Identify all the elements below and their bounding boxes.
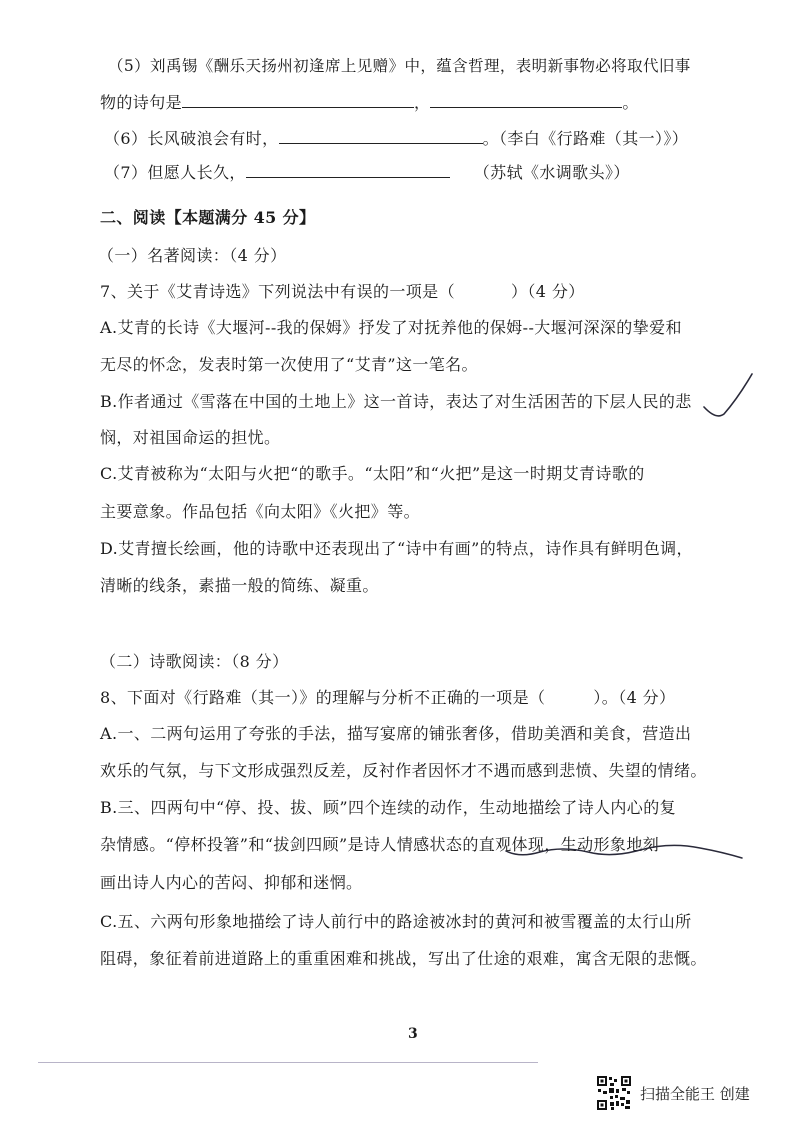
q8-stem bbox=[100, 687, 675, 709]
q8-option-b-line2: 杂情感。“停杯投箸”和“拔剑四顾”是诗人情感状态的直观体现，生动形象地刻 bbox=[100, 835, 660, 854]
page-number: 3 bbox=[408, 1026, 418, 1042]
q6-line bbox=[104, 127, 688, 150]
q5-blank-1[interactable] bbox=[182, 91, 414, 108]
q7-fill-line bbox=[104, 161, 630, 184]
q7-option-d-line2: 清晰的线条，素描一般的简练、凝重。 bbox=[100, 576, 379, 595]
q5-line2 bbox=[100, 91, 639, 114]
part1-title: （一）名著阅读：（4 分） bbox=[98, 246, 287, 265]
q6-prefix: （6）长风破浪会有时， bbox=[104, 129, 279, 148]
q7-stem-prefix: 7、关于《艾青诗选》下列说法中有误的一项是（ bbox=[100, 282, 455, 301]
q6-blank[interactable] bbox=[279, 127, 483, 144]
q7-fill-blank[interactable] bbox=[246, 161, 450, 178]
q7-fill-suffix: （苏轼《水调歌头》） bbox=[473, 163, 630, 182]
q7-option-b-line1: B.作者通过《雪落在中国的土地上》这一首诗，表达了对生活困苦的下层人民的悲 bbox=[100, 392, 692, 411]
q7-option-b-line2: 悯，对祖国命运的担忧。 bbox=[100, 428, 281, 447]
q5-line1: （5）刘禹锡《酬乐天扬州初逢席上见赠》中，蕴含哲理，表明新事物必将取代旧事 bbox=[108, 57, 691, 75]
bottom-divider bbox=[38, 1062, 538, 1063]
q7-stem-suffix: ）（4 分） bbox=[510, 282, 585, 301]
q7-fill-prefix: （7）但愿人长久， bbox=[104, 163, 246, 182]
q7-option-d-line1: D.艾青擅长绘画，他的诗歌中还表现出了“诗中有画”的特点，诗作具有鲜明色调， bbox=[100, 539, 693, 558]
q5-prefix: 物的诗句是 bbox=[100, 93, 183, 112]
q8-stem-suffix: ）。（4 分） bbox=[593, 688, 676, 707]
q8-option-c-line1: C.五、六两句形象地描绘了诗人前行中的路途被冰封的黄河和被雪覆盖的太行山所 bbox=[100, 912, 692, 931]
q5-end: 。 bbox=[622, 93, 639, 112]
q7-option-c-line2: 主要意象。作品包括《向太阳》《火把》等。 bbox=[100, 502, 421, 521]
q5-sep: ， bbox=[414, 93, 431, 112]
q8-stem-prefix: 8、下面对《行路难（其一）》的理解与分析不正确的一项是（ bbox=[100, 688, 546, 707]
q6-suffix: 。（李白《行路难（其一）》） bbox=[482, 129, 689, 148]
q8-option-a-line1: A.一、二两句运用了夸张的手法，描写宴席的铺张奢侈，借助美酒和美食，营造出 bbox=[100, 724, 692, 743]
q7-option-a-line1: A.艾青的长诗《大堰河--我的保姆》抒发了对抚养他的保姆--大堰河深深的挚爱和 bbox=[100, 318, 682, 337]
q8-option-b-line1: B.三、四两句中“停、投、拔、顾”四个连续的动作，生动地描绘了诗人内心的复 bbox=[100, 798, 677, 817]
scanner-watermark bbox=[596, 1075, 750, 1111]
q8-option-b-line3: 画出诗人内心的苦闷、抑郁和迷惘。 bbox=[100, 873, 363, 892]
qr-code-icon bbox=[596, 1075, 632, 1111]
q7-stem bbox=[100, 281, 585, 303]
q5-blank-2[interactable] bbox=[430, 91, 622, 108]
section2-title: 二、阅读【本题满分 45 分】 bbox=[100, 208, 316, 227]
part2-title: （二）诗歌阅读：（8 分） bbox=[100, 652, 289, 671]
watermark-text: 扫描全能王 创建 bbox=[640, 1084, 750, 1103]
q8-option-c-line2: 阻碍，象征着前进道路上的重重困难和挑战，写出了仕途的艰难，寓含无限的悲慨。 bbox=[100, 949, 707, 968]
q7-option-a-line2: 无尽的怀念，发表时第一次使用了“艾青”这一笔名。 bbox=[100, 355, 478, 374]
checkmark-scribble bbox=[704, 374, 752, 416]
q7-option-c-line1: C.艾青被称为“太阳与火把“的歌手。“太阳”和“火把”是这一时期艾青诗歌的 bbox=[100, 464, 645, 483]
q8-option-a-line2: 欢乐的气氛，与下文形成强烈反差，反衬作者因怀才不遇而感到悲愤、失望的情绪。 bbox=[100, 761, 707, 780]
